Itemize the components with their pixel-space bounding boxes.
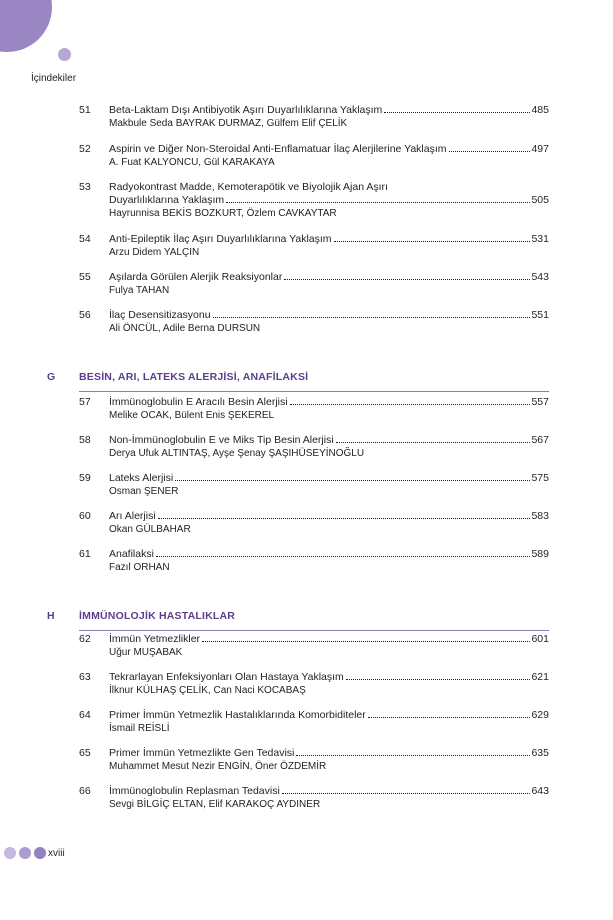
chapter-title: Arı Alerjisi	[109, 510, 156, 522]
chapter-title: Beta-Laktam Dışı Antibiyotik Aşırı Duyarlılıklarına Yaklaşım	[109, 104, 383, 116]
chapter-authors: Sevgi BİLGİÇ ELTAN, Elif KARAKOÇ AYDINER	[109, 799, 321, 810]
leader-dots	[368, 717, 531, 718]
footer-dot	[34, 847, 46, 859]
corner-decoration	[0, 0, 52, 52]
page-number: 557	[531, 396, 549, 408]
chapter-number: 54	[79, 233, 91, 245]
page-number: 621	[531, 671, 549, 683]
page-number: 635	[531, 747, 549, 759]
page-number: 575	[531, 472, 549, 484]
chapter-number: 53	[79, 181, 91, 193]
leader-dots	[284, 279, 530, 280]
chapter-number: 63	[79, 671, 91, 683]
chapter-authors: Arzu Didem YALÇIN	[109, 247, 200, 258]
chapter-authors: İsmail REİSLİ	[109, 723, 170, 734]
leader-dots	[282, 793, 531, 794]
section-divider	[79, 630, 549, 631]
section-title: BESİN, ARI, LATEKS ALERJİSİ, ANAFİLAKSİ	[79, 371, 309, 383]
chapter-title: İmmünoglobulin E Aracılı Besin Alerjisi	[109, 396, 288, 408]
chapter-title: Aspirin ve Diğer Non-Steroidal Anti-Enflamatuar İlaç Alerjilerine Yaklaşım	[109, 143, 447, 155]
chapter-authors: Melike OCAK, Bülent Enis ŞEKEREL	[109, 410, 275, 421]
leader-dots	[226, 202, 530, 203]
chapter-authors: Derya Ufuk ALTINTAŞ, Ayşe Şenay ŞAŞIHÜSEYİNOĞLU	[109, 448, 365, 459]
running-header: İçindekiler	[31, 73, 77, 84]
page-number: 589	[531, 548, 549, 560]
leader-dots	[175, 480, 530, 481]
page-number: 551	[531, 309, 549, 321]
page-number: 505	[531, 194, 549, 206]
section-divider	[79, 391, 549, 392]
page-number: 583	[531, 510, 549, 522]
chapter-number: 59	[79, 472, 91, 484]
chapter-number: 62	[79, 633, 91, 645]
chapter-title: İmmünoglobulin Replasman Tedavisi	[109, 785, 280, 797]
chapter-authors: Ali ÖNCÜL, Adile Berna DURSUN	[109, 323, 261, 334]
page-number: 543	[531, 271, 549, 283]
leader-dots	[384, 112, 530, 113]
page-number: 485	[531, 104, 549, 116]
leader-dots	[158, 518, 531, 519]
footer-dot	[19, 847, 31, 859]
leader-dots	[449, 151, 531, 152]
corner-dot	[58, 48, 71, 61]
leader-dots	[202, 641, 530, 642]
folio: xviii	[48, 848, 65, 859]
chapter-title: Tekrarlayan Enfeksiyonları Olan Hastaya Yaklaşım	[109, 671, 344, 683]
page-number: 629	[531, 709, 549, 721]
chapter-authors: Fulya TAHAN	[109, 285, 170, 296]
chapter-title: İmmün Yetmezlikler	[109, 633, 201, 645]
leader-dots	[346, 679, 531, 680]
page-number: 497	[531, 143, 549, 155]
chapter-number: 64	[79, 709, 91, 721]
chapter-authors: Uğur MUŞABAK	[109, 647, 183, 658]
chapter-number: 66	[79, 785, 91, 797]
chapter-number: 58	[79, 434, 91, 446]
leader-dots	[213, 317, 531, 318]
chapter-title: Lateks Alerjisi	[109, 472, 174, 484]
page-number: 643	[531, 785, 549, 797]
chapter-title: Anafilaksi	[109, 548, 154, 560]
chapter-number: 52	[79, 143, 91, 155]
chapter-number: 55	[79, 271, 91, 283]
chapter-authors: Osman ŞENER	[109, 486, 179, 497]
leader-dots	[296, 755, 530, 756]
chapter-number: 56	[79, 309, 91, 321]
page-number: 531	[531, 233, 549, 245]
page-number: 567	[531, 434, 549, 446]
chapter-authors: A. Fuat KALYONCU, Gül KARAKAYA	[109, 157, 275, 168]
leader-dots	[334, 241, 531, 242]
page-number: 601	[531, 633, 549, 645]
chapter-title-line1: Radyokontrast Madde, Kemoterapötik ve Biyolojik Ajan Aşırı	[109, 181, 388, 193]
chapter-authors: İlknur KÜLHAŞ ÇELİK, Can Naci KOCABAŞ	[109, 685, 306, 696]
chapter-title: Primer İmmün Yetmezlikte Gen Tedavisi	[109, 747, 295, 759]
chapter-title: Primer İmmün Yetmezlik Hastalıklarında Komorbiditeler	[109, 709, 366, 721]
chapter-number: 61	[79, 548, 91, 560]
chapter-number: 57	[79, 396, 91, 408]
chapter-title: İlaç Desensitizasyonu	[109, 309, 211, 321]
footer-dot	[4, 847, 16, 859]
chapter-authors: Makbule Seda BAYRAK DURMAZ, Gülfem Elif ÇELİK	[109, 118, 348, 129]
leader-dots	[290, 404, 531, 405]
chapter-authors: Hayrunnisa BEKİS BOZKURT, Özlem CAVKAYTAR	[109, 208, 337, 219]
chapter-number: 65	[79, 747, 91, 759]
chapter-title: Duyarlılıklarına Yaklaşım	[109, 194, 225, 206]
leader-dots	[156, 556, 531, 557]
footer-decoration	[4, 847, 46, 859]
chapter-number: 60	[79, 510, 91, 522]
chapter-authors: Okan GÜLBAHAR	[109, 524, 191, 535]
section-letter: H	[47, 610, 55, 622]
section-title: İMMÜNOLOJİK HASTALIKLAR	[79, 610, 236, 622]
leader-dots	[336, 442, 531, 443]
chapter-authors: Fazıl ORHAN	[109, 562, 170, 573]
chapter-title: Non-İmmünoglobulin E ve Miks Tip Besin Alerjisi	[109, 434, 334, 446]
chapter-number: 51	[79, 104, 91, 116]
section-letter: G	[47, 371, 56, 383]
chapter-authors: Muhammet Mesut Nezir ENGİN, Öner ÖZDEMİR	[109, 761, 327, 772]
chapter-title: Aşılarda Görülen Alerjik Reaksiyonlar	[109, 271, 283, 283]
chapter-title: Anti-Epileptik İlaç Aşırı Duyarlılıklarına Yaklaşım	[109, 233, 332, 245]
